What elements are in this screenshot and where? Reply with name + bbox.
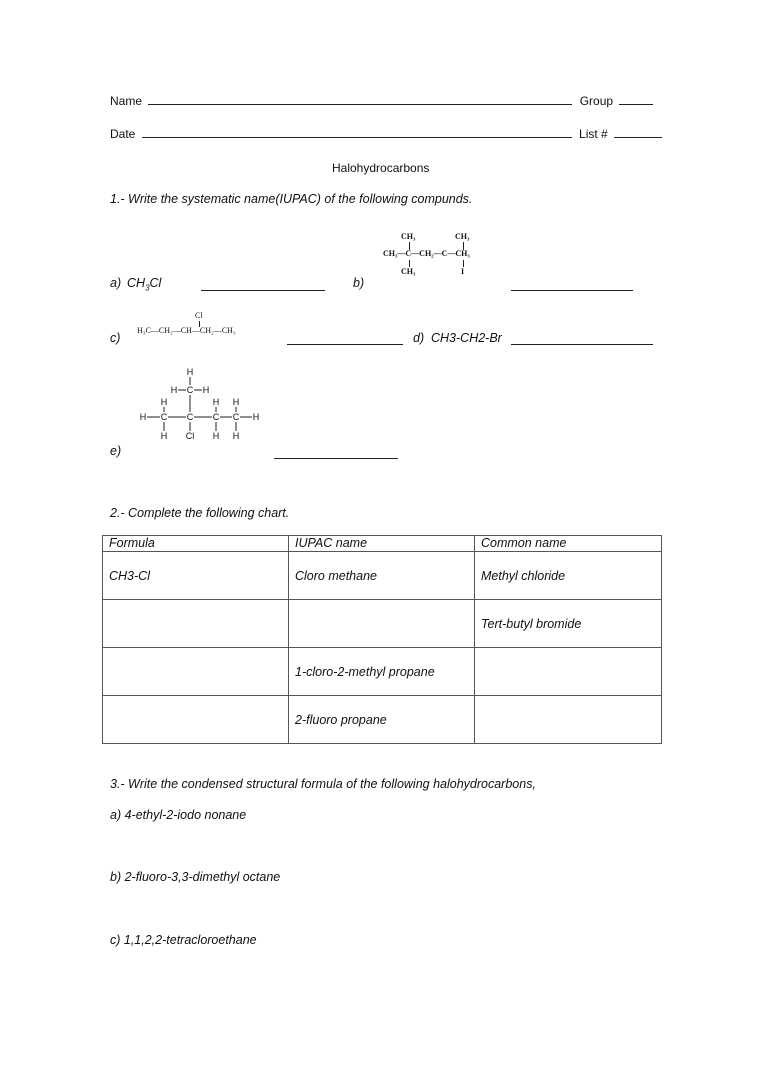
c-chain: H₃C—CH₂—CH—CH₂—CH₃ [137, 326, 236, 335]
item-a-label: a) [110, 276, 122, 290]
a-formula-end: Cl [149, 276, 162, 290]
e-atom-15: Cl [185, 431, 195, 441]
cell-formula[interactable] [103, 648, 289, 696]
a-formula-main: CH [127, 276, 146, 290]
b-bottom-left: CH₃ [401, 267, 416, 276]
e-atom-6: H [212, 397, 220, 407]
e-atom-8: H [139, 412, 147, 422]
question-1: 1.- Write the systematic name(IUPAC) of the following compunds. [110, 192, 473, 206]
item-3b: b) 2-fluoro-3,3-dimethyl octane [110, 870, 281, 884]
structure-c [137, 311, 277, 341]
item-d-label: d) [413, 331, 425, 345]
answer-b-blank[interactable] [511, 289, 633, 291]
item-c-label: c) [110, 331, 121, 345]
cell-common[interactable] [475, 696, 662, 744]
e-atom-5: H [160, 397, 168, 407]
table-row [103, 696, 662, 744]
cell-common[interactable] [475, 648, 662, 696]
table-row [103, 648, 662, 696]
item-3a: a) 4-ethyl-2-iodo nonane [110, 808, 247, 822]
item-d-formula: CH3-CH2-Br [431, 331, 502, 345]
list-label: List # [579, 127, 608, 141]
cell-iupac[interactable]: 1-cloro-2-methyl propane [289, 648, 475, 696]
e-atom-12: C [232, 412, 240, 422]
header-common: Common name [475, 536, 662, 552]
e-atom-14: H [160, 431, 168, 441]
e-atom-3: C [186, 385, 194, 395]
cell-formula[interactable] [103, 600, 289, 648]
name-line [110, 94, 653, 108]
b-vbond-4 [463, 260, 464, 267]
item-e-label: e) [110, 444, 122, 458]
e-atom-9: C [160, 412, 168, 422]
answer-c-blank[interactable] [287, 343, 403, 345]
answer-e-blank[interactable] [274, 457, 398, 459]
e-atom-4: H [202, 385, 210, 395]
question-2: 2.- Complete the following chart. [110, 506, 290, 520]
e-atom-11: C [212, 412, 220, 422]
e-atom-7: H [232, 397, 240, 407]
e-atom-17: H [232, 431, 240, 441]
item-b-label: b) [353, 276, 365, 290]
header-formula: Formula [103, 536, 289, 552]
chart-header-row [103, 536, 662, 552]
table-row [103, 552, 662, 600]
header-iupac: IUPAC name [289, 536, 475, 552]
structure-e [136, 365, 266, 443]
answer-d-blank[interactable] [511, 343, 653, 345]
date-blank[interactable] [142, 136, 572, 138]
halohydrocarbon-chart [102, 535, 662, 744]
e-atom-10: C [186, 412, 194, 422]
date-line [110, 127, 662, 141]
b-top-right: CH₃ [455, 232, 470, 241]
b-bottom-right: I [461, 267, 465, 276]
name-blank[interactable] [148, 103, 572, 105]
cell-formula[interactable]: CH3-Cl [103, 552, 289, 600]
item-a-formula [127, 276, 161, 293]
table-row [103, 600, 662, 648]
list-blank[interactable] [614, 136, 662, 138]
e-atom-1: H [186, 367, 194, 377]
cell-iupac[interactable]: Cloro methane [289, 552, 475, 600]
a-formula-sub: 3 [145, 283, 150, 293]
group-blank[interactable] [619, 103, 653, 105]
b-main-chain: CH₃—C—CH₂—C—CH₃ [383, 249, 470, 258]
page-title: Halohydrocarbons [332, 161, 430, 175]
e-atom-16: H [212, 431, 220, 441]
date-label: Date [110, 127, 136, 141]
e-atom-2: H [170, 385, 178, 395]
name-label: Name [110, 94, 143, 108]
answer-a-blank[interactable] [201, 289, 325, 291]
item-3c: c) 1,1,2,2-tetracloroethane [110, 933, 257, 947]
e-atom-13: H [252, 412, 260, 422]
cell-formula[interactable] [103, 696, 289, 744]
b-top-left: CH₃ [401, 232, 416, 241]
cell-common[interactable]: Tert-butyl bromide [475, 600, 662, 648]
question-3: 3.- Write the condensed structural formula of the following halohydrocarbons, [110, 777, 536, 791]
cell-common[interactable]: Methyl chloride [475, 552, 662, 600]
structure-b [383, 230, 495, 280]
cell-iupac[interactable]: 2-fluoro propane [289, 696, 475, 744]
cell-iupac[interactable] [289, 600, 475, 648]
c-chlorine: Cl [195, 311, 203, 320]
group-label: Group [579, 94, 614, 108]
b-vbond-3 [409, 260, 410, 267]
